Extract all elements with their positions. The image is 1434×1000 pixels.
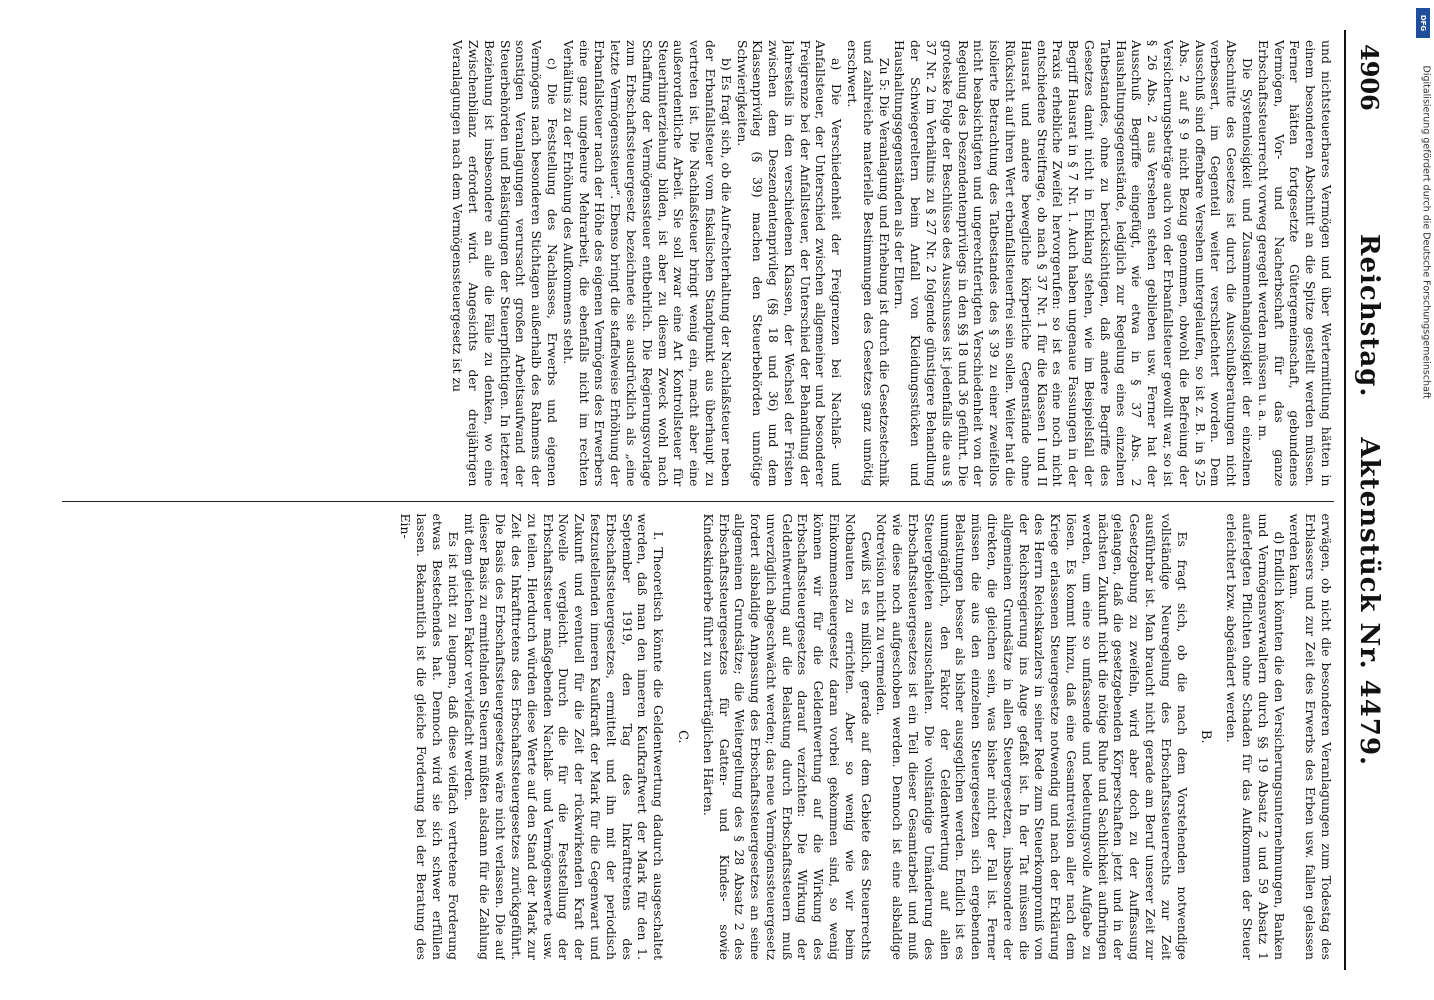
page-number: 4906 xyxy=(1355,44,1384,111)
paragraph: erwägen, ob nicht die besonderen Veranlagungen zum Todestag des Erblassers und zur Zeit des Erwerbs des Erben usw. fallen gelassen werden kann. xyxy=(1287,513,1334,960)
page-header xyxy=(1344,30,1390,970)
right-column xyxy=(62,501,1334,961)
paragraph: Es fragt sich, ob die nach dem Vorstehenden notwendige vollständige Neuregelung des Erbschaftssteuerrechts zur Zeit ausführbar ist. Man braucht nicht gerade am Beruf unserer Zeit zur Gesetzgebung zu zweifeln, wird aber doch zu der Auffassung gelangen, daß die gesetzgebenden Körperschaften jetzt und in der nächsten Zukunft nicht die nötige Ruhe und Sachlichkeit aufbringen werden, um eine so umfassende und bedeutungsvolle Aufgabe zu lösen. Es kommt hinzu, daß eine Gesamtrevision aller nach dem Kriege erlassenen Steuergesetze notwendig und nach der Erklärung des Herrn Reichskanzlers in seiner Rede zum Steuerkompromiß von der Reichsregierung ins Auge gefaßt ist. In der Tat müssen die allgemeinen Grundsätze in allen Steuergesetzen, insbesondere der direkten, die gleichen sein, was bisher nicht der Fall ist. Ferner müssen die aus den einzelnen Steuergesetzen sich ergebenden Belastungen besser als bisher ausgeglichen werden. Endlich ist es unumgänglich, den Faktor der Geldentwertung auf allen Steuergebieten auszuschalten. Die vollständige Umänderung des Erbschaftssteuergesetzes ist ein Teil dieser Gesamtarbeit und muß wie diese noch aufgeschoben werden. Dennoch ist eine alsbaldige Notrevision nicht zu vermeiden. xyxy=(874,513,1190,960)
paragraph: d) Endlich könnten die den Versicherungsunternehmungen, Banken und Vermögensverwaltern durch §§ 19 Absatz 2 und 59 Absatz 1 auferlegten Pflichten ohne Schaden für das Aufkommen der Steuer erleichtert bzw. abgeändert werden. xyxy=(1224,513,1287,960)
running-title xyxy=(1354,30,1384,970)
paragraph: Zu 5: Die Veranlagung und Erhebung ist durch die Gesetzestechnik und zahlreiche materielle Bestimmungen des Gesetzes ganz unnötig erschwert. xyxy=(845,40,892,487)
digitization-note: Digitalisierung gefördert durch die Deutsche Forschungsgemeinschaft xyxy=(1420,65,1432,399)
scanned-page xyxy=(50,30,1390,970)
paragraph: c) Die Feststellung des Nachlasses, Erwerbs und eigenen Vermögens nach besonderen Stichtagen außerhalb des Rahmens der sonstigen Veranlagungen verursacht großen Arbeitsaufwand der Steuerbehörden und Belästigungen der Steuerpflichtigen. In letzterer Beziehung ist insbesondere an alle die Fälle zu denken, wo eine Zwischenbilanz erfordert wird. Angesichts der dreijährigen Veranlagungen nach dem Vermögenssteuergesetz ist zu xyxy=(450,40,560,487)
paragraph: I. Theoretisch könnte die Geldentwertung dadurch ausgeschaltet werden, daß man den inneren Kaufkraftwert der Mark für den 1. September 1919, den Tag des Inkrafttretens des Erbschaftssteuergesetzes, ermittelt und ihn mit der periodisch festzustellenden inneren Kaufkraft der Mark für die Gegenwart und Zukunft und eventuell für die Zeit der rückwirkenden Kraft der Novelle vergleicht. Durch die für die Feststellung der Erbschaftssteuer maßgebenden Nachlaß- und Vermögenswerte usw. zu teilen. Hierdurch würden diese Werte auf den Stand der Mark zur Zeit des Inkrafttretens des Erbschaftssteuergesetzes zurückgeführt. Die Basis des Erbschaftssteuergesetzes wäre nicht verlassen. Die auf dieser Basis zu ermittelnden Steuern müßten alsdann für die Zahlung mit dem gleichen Faktor vervielfacht werden. xyxy=(461,513,667,960)
paragraph: a) Die Verschiedenheit der Freigrenzen bei Nachlaß- und Anfallsteuer, der Unterschied zwischen allgemeiner und besonderer Freigrenze bei der Anfallsteuer, der Unterschied der Behandlung der Jahresteils in den verschiedenen Klassen, der Wechsel der Fristen zwischen dem Deszendentenprivileg (§§ 18 und 36) und dem Klassenprivileg (§ 39) machen den Steuerbehörden unnötige Schwierigkeiten. xyxy=(734,40,845,487)
section-heading-b: B. xyxy=(1198,729,1214,744)
document-number: Aktenstück Nr. 4479. xyxy=(1354,437,1384,767)
section-heading-c: C. xyxy=(674,729,690,744)
paragraph: b) Es fragt sich, ob die Aufrechterhaltung der Nachlaßsteuer neben der Erbanfallsteuer vom fiskalischen Standpunkt aus überhaupt zu vertreten ist. Die Nachlaßsteuer bringt wenig ein, macht aber eine außerordentliche Arbeit. Sie soll zwar eine Art Kontrollsteuer für Steuerhinterziehung bilden, ist aber zu diesem Zweck wohl nach Schaffung der Vermögenssteuer entbehrlich. Die Regierungsvorlage zum Erbschaftssteuergesetz bezeichnete sie ausdrücklich als „eine letzte Vermögenssteuer“. Ebenso bringt die staffelweise Erhöhung der Erbanfallsteuer nach der Höhe des eigenen Vermögens des Erwerbers eine ganz ungeheure Mehrarbeit, die ebenfalls nicht im rechten Verhältnis zu der Erhöhung des Aufkommens steht. xyxy=(560,40,734,487)
left-column xyxy=(62,40,1334,487)
paragraph: und nichtsteuerbares Vermögen und über Wertermittlung hätten in einem besonderen Abschnitt an die Spitze gestellt werden müssen. Ferner hätten fortgesetzte Gütergemeinschaft, gebundenes Vermögen, Vor- und Nacherbschaft für das ganze Erbschaftssteuerrecht vorweg geregelt werden müssen u. a. m. xyxy=(1255,40,1334,487)
chamber-name: Reichstag. xyxy=(1354,233,1384,398)
text-columns xyxy=(62,40,1334,960)
dfg-logo: DFG xyxy=(1416,8,1430,38)
paragraph: Gewiß ist es mißlich, gerade auf dem Gebiete des Steuerrechts Notbauten zu errichten. Aber so wenig wie wir beim Einkommensteuergesetz daran vorbei gekommen sind, so wenig können wir für die Geldentwertung auf die Wirkung des Erbschaftssteuergesetzes darauf verzichten: Die Wirkung der Geldentwertung auf die Belastung durch Erbschaftssteuern muß unverzüglich abgeschwächt werden; das neue Vermögenssteuergesetz fordert alsbaldige Anpassung des Erbschaftssteuergesetzes an seine allgemeinen Grundsätze; die Weitergeltung des § 28 Absatz 2 des Erbschaftssteuergesetzes für Gatten- und Kindes- sowie Kindeskinderbe führt zu unerträglichen Härten. xyxy=(700,513,874,960)
paragraph: Die Systemlosigkeit und Zusammenhanglosigkeit der einzelnen Abschnitte des Gesetzes ist durch die Ausschußberatungen nicht verbessert, im Gegenteil weiter verschlechtert worden. Dem Ausschuß sind offenbare Versehen untergelaufen, so ist z. B. in § 25 Abs. 2 auf § 9 nicht Bezug genommen, obwohl die Befreiung der Versicherungsbeträge auch von der Erbanfallsteuer gewollt war, so ist § 26 Abs. 2 aus Versehen stehen geblieben usw. Ferner hat der Ausschuß Begriffe eingefügt, wie etwa in § 37 Abs. 2 Haushaltungsgegenstände, lediglich zur Regelung eines einzelnen Tatbestandes, ohne zu berücksichtigen, daß andere Begriffe des Gesetzes damit nicht in Einklang stehen, wie im Beispielsfall der Begriff Hausrat in § 7 Nr. 1. Auch haben ungenaue Fassungen in der Praxis erhebliche Zweifel hervorgerufen: so ist es eine noch nicht entschiedene Streitfrage, ob nach § 37 Nr. 1 für die Klassen I und II Hausrat und andere bewegliche körperliche Gegenstände ohne Rücksicht auf ihren Wert erbanfallsteuerfrei sein sollen. Weiter hat die isolierte Betrachtung des Tatbestandes des § 39 zu einer zweifellos nicht beabsichtigten und ungerechtfertigten Verschiedenheit von der Regelung des Deszendentenprivilegs in den §§ 18 und 36 geführt. Die groteske Folge der Beschlüsse des Ausschusses ist jedenfalls die aus § 37 Nr. 2 im Verhältnis zu § 27 Nr. 2 folgende günstigere Behandlung der Schwiegereltern beim Anfall von Kleidungsstücken und Haushaltungsgegenständen als der Eltern. xyxy=(892,40,1256,487)
paragraph: Es ist nicht zu leugnen, daß diese vielfach vertretene Forderung etwas Bestechendes hat. Dennoch wird sie sich schwer erfüllen lassen. Bekanntlich ist die gleiche Forderung bei der Beratung des Ein- xyxy=(398,513,461,960)
digitization-sidebar xyxy=(1410,0,1434,1000)
